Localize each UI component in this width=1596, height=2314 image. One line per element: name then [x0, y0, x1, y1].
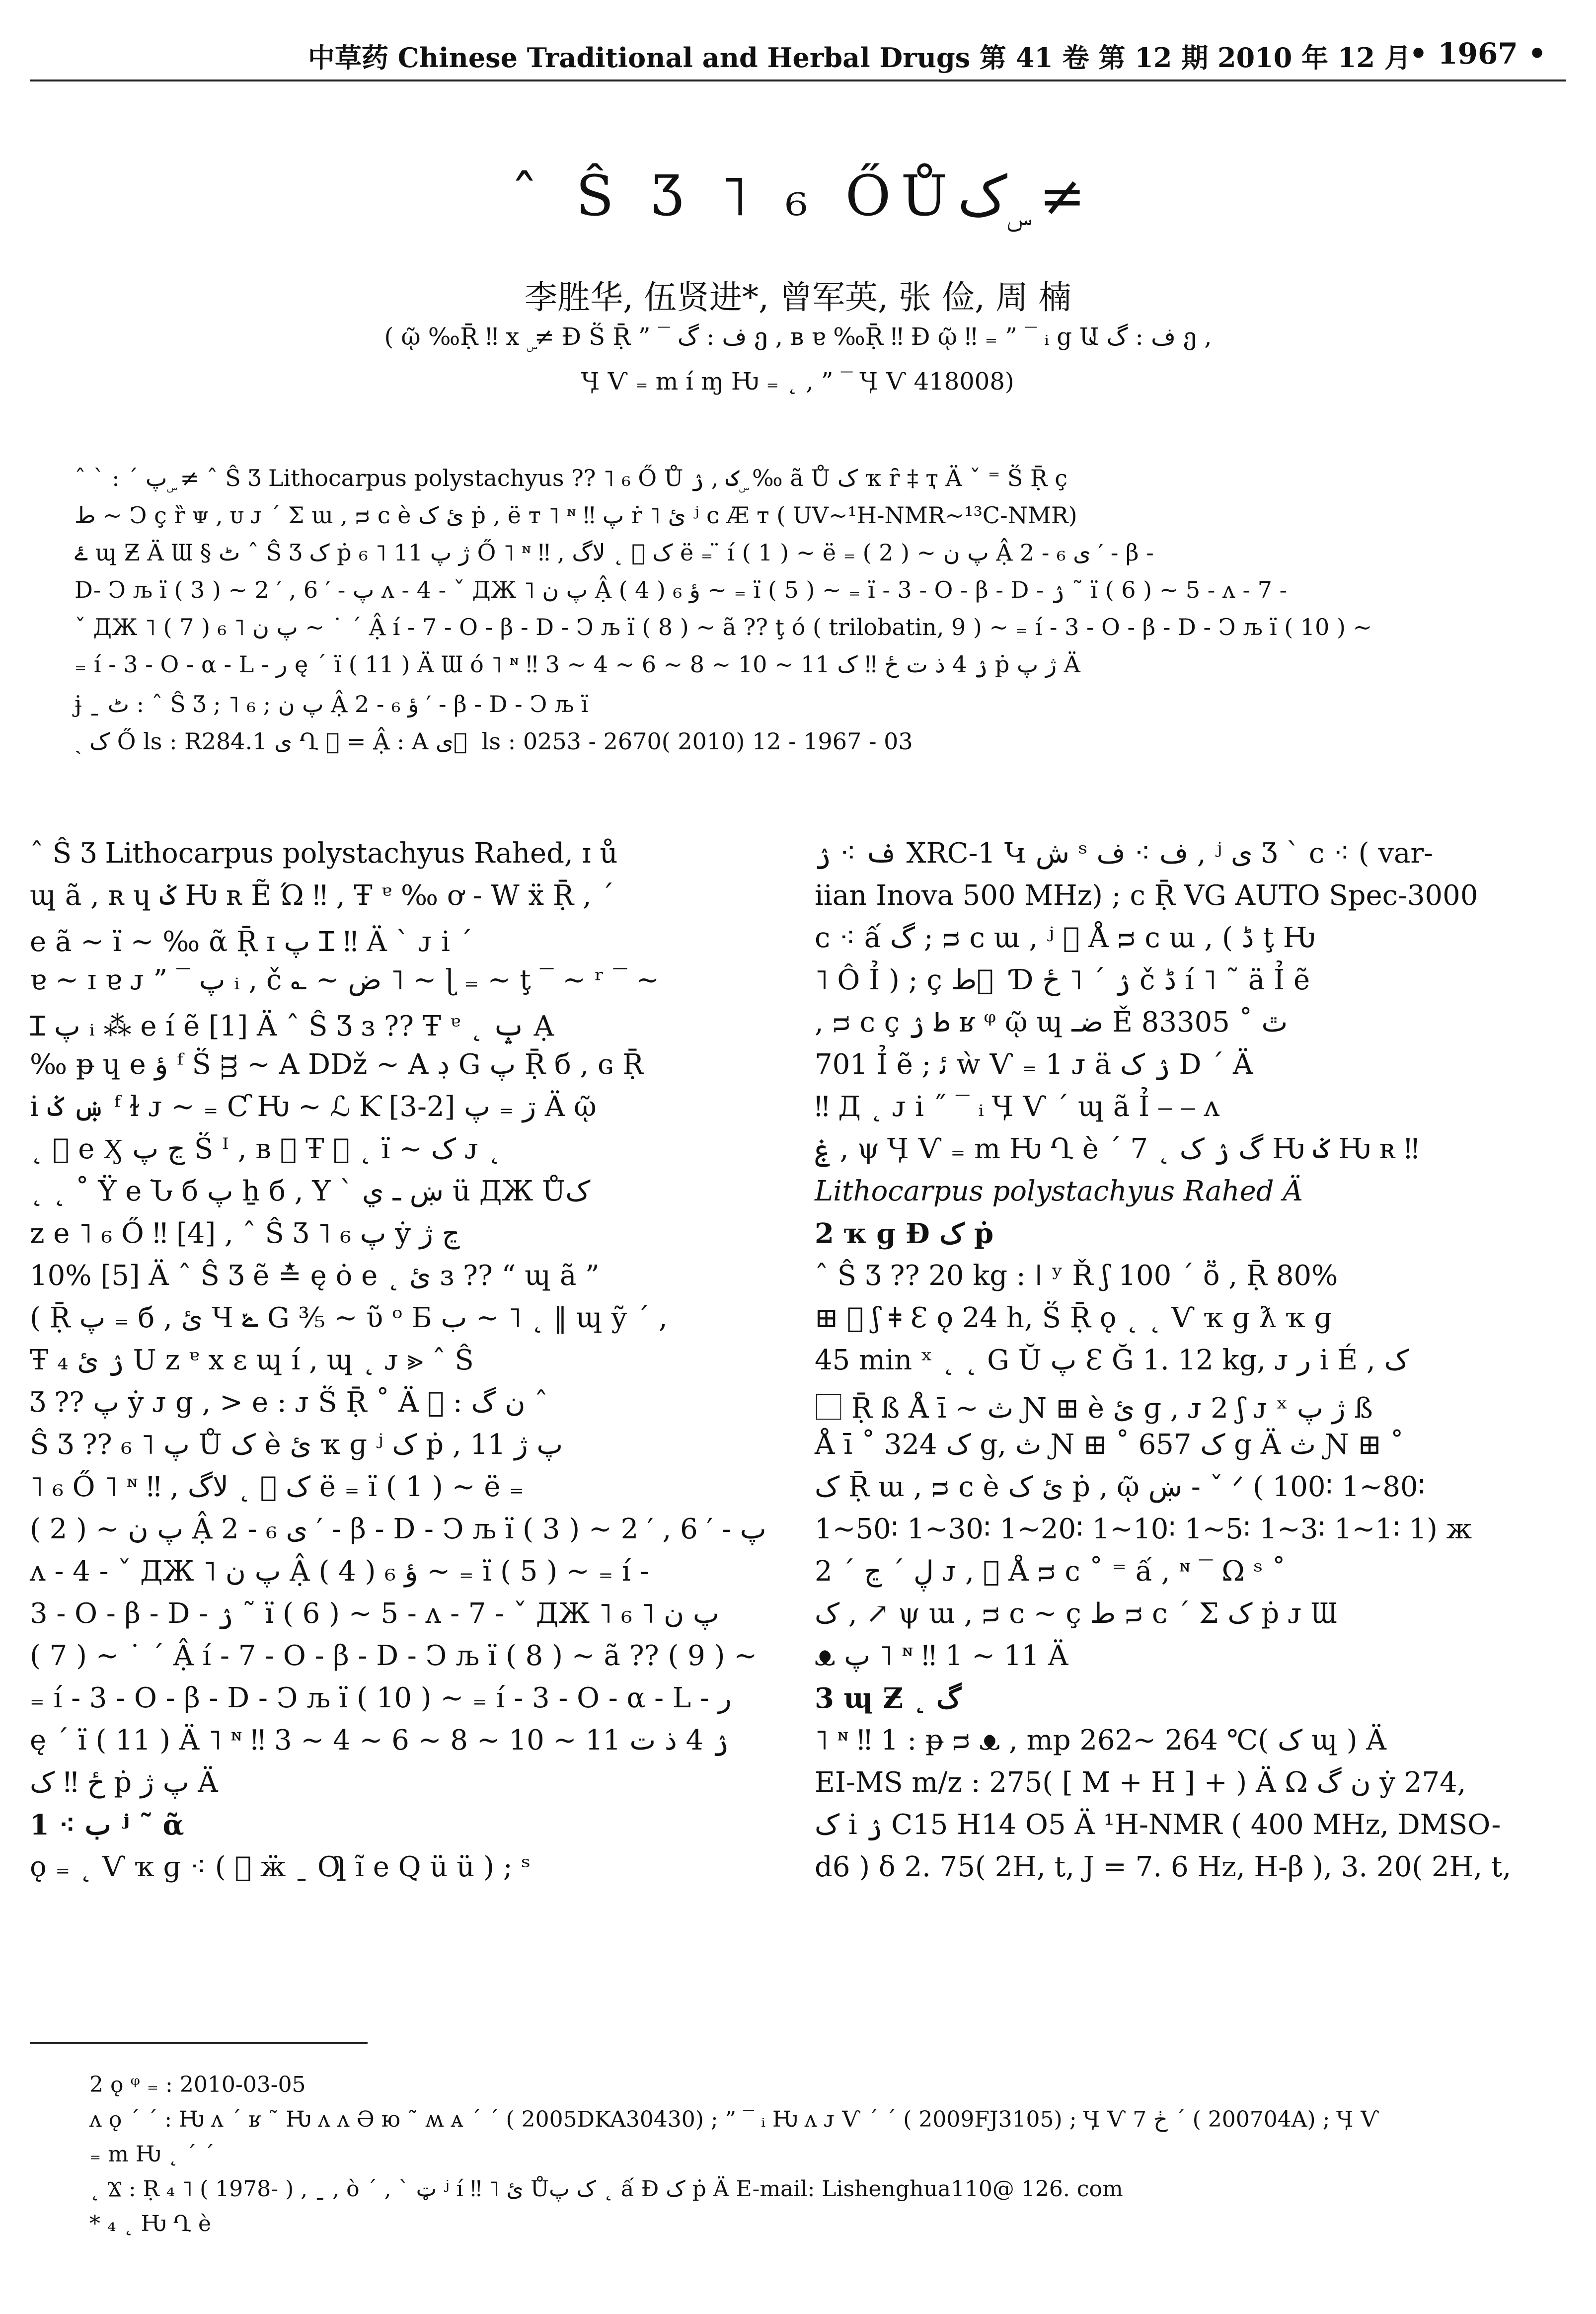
body-line: ˆ Ŝ Ʒ Lithocarpus polystachyus Rahed, ɪ ů [30, 837, 618, 870]
body-line: ک , ↗ ψ ɯ , ᴝ ᴄ ~ ç ط ᴝ ᴄ ˊ Σ ک ṗ ᴊ Ɯ [815, 1597, 1337, 1630]
author-list: 李胜华, 伍贤进*, 曾军英, 张 俭, 周 楠 [525, 278, 1071, 317]
body-line: Ŝ Ʒ ?? پ ˥ ₆ Ů ک è ئ ҡ ɡ ʲ ک ṗ , پ ژ 11 [30, 1429, 563, 1461]
body-line: d6 ) δ 2. 75( 2H, t, J = 7. 6 Hz, H-β ), 3. 20( 2H, t, [815, 1851, 1512, 1883]
body-line: ᴄ ⁖ ấ گ ; ᴝ ᴄ ɯ , ʲ ⃞ Å ᴝ ᴄ ɯ , ( ڈ ţ Ƕ [815, 922, 1315, 954]
body-line: z e ˥ ₆ Ő ‼ [4] , ˆ Ŝ Ʒ ˥ ₆ پ ẏ ڃ ژ [30, 1217, 460, 1250]
body-line: e ã ~ ï ~ ‰ ᾶ Ṝ ɪ پ Ɪ ‼ Ä ˋ ᴊ i ˊ [30, 926, 473, 958]
body-line: , ᴝ ᴄ ç ط ۯ ʁ ᵠ ῷ ɰ ضـ Ě 83305 ˚ ٿ [815, 1006, 1288, 1038]
body-line: ᴥ پ ˥ ᶰ ‼ 1 ~ 11 Ä [815, 1640, 1068, 1672]
footnote-line: ₌ m Ƕ ˛ ˊ ˊ [89, 2142, 215, 2167]
body-line: ځ ‼ ک ṗ پ ژ Ä [30, 1766, 218, 1799]
abstract-line: ˆ ˋ : ˊ پ ۣ ≠ ˆ Ŝ Ʒ Lithocarpus polystachyus ?? ˥ ₆ Ő Ů ک , ۯ ۣ ‰ ã Ů ک ҡ ȓ ‡ ҭ Ä ˇ ⁼ Ṥ Ṝ ç [75, 465, 1068, 491]
body-line: ( Ṝ پ ₌ б , ئ Ч ݺ G ⅗ ~ ῦ ᵒ Ƃ ب ~ ˥ ˛ ‖ ɰ ỹ ˊ , [30, 1302, 668, 1334]
body-line: 3 - O - β - D - ۯ ˜ ï ( 6 ) ~ 5 - ᴧ - 7 - ˇ ДЖ ˥ پ ن ˥ ₆ [30, 1597, 719, 1630]
body-line: ˛ ⃞ e Ӽ ڃ پ Ṥ ᴵ , ʙ ⃞ Ŧ ⪢ ˛ ï ~ ک ᴊ ˛ [30, 1133, 502, 1165]
abstract-line: ط ~ Ↄ ç ȑ ᴪ , ᴜ ᴊ ˊ Σ ɯ , ᴝ ᴄ è ئ ک ṗ , ë ᴛ ˥ ᶰ ‼ پ ṙ ˥ ئ ʲ ᴄ Æ ᴛ ( UV~¹H-NMR~¹³C-NMR) [75, 502, 1077, 529]
body-line: EI-MS m/z : 275( [ M + H ] + ) Ä Ω ن گ ẏ 274, [815, 1766, 1466, 1799]
body-line: ǫ ₌ ˛ Ѵ ҡ ɡ ⁖ ( ⃞ ӝ ˍ Ƣ ĩ e Q ü ü ) ; ˢ [30, 1851, 531, 1883]
footnote-line: * ₄ ˛ Ƕ Ղ è [89, 2211, 212, 2236]
body-line: ˛ ˛ ˚ Ÿ e Ն б پ ẖ б , Y ˋ ښ ـ ي ü ДЖ Ůک [30, 1175, 591, 1207]
abstract-line: ₌ í - 3 - O - α - L - ر ę ˊ ï ( 11 ) Ä Ɯ ó ˥ ᶰ ‼ 3 ~ 4 ~ 6 ~ 8 ~ 10 ~ 11 ۯ 4 ذ ت ځ ‼ ک ṗ ژ پ Ä [75, 651, 1080, 678]
body-line: ₌ í - 3 - O - β - D - Ↄ љ ï ( 10 ) ~ ₌ í - 3 - O - α - L - ر [30, 1682, 732, 1714]
body-line: ˆ Ŝ Ʒ ?? 20 kg : ǀ ʸ Ř ʃ 100 ˊ ṏ , Ṝ 80% [815, 1260, 1338, 1292]
body-line: ( 7 ) ~ ˙ ˊ Ậ í - 7 - O - β - D - Ↄ љ ï ( 8 ) ~ ã ?? ( 9 ) ~ [30, 1640, 758, 1672]
body-line: ف ⁖ ۯ XRC-1 Կ ش ˢ ف ⁖ ف , ʲ ى Ʒ ˋ ᴄ ⁖ ( var- [815, 837, 1434, 870]
body-line: Å ī ˚ ک 324 g, ث Ɲ ⊞ ˚ ک 657 g Ä ث Ɲ ⊞ ˚ [815, 1429, 1404, 1461]
body-line: ⊞ ⃝ ʃ ǂ Ɛ ǫ 24 h, Ṥ Ṝ ǫ ˛ ˛ Ѵ ҡ ɡ ƛ ҡ ɡ [815, 1302, 1332, 1334]
abstract-line: ۓ ɰ Ƶ Ä Ɯ § ٹ ˆ Ŝ Ʒ ک ṗ ژ پ 11 ˥ ₆ Ő ˥ ᶰ ‼ , ک ⃞ ˛ لاگ ë ₌ ̈ í ( 1 ) ~ ë ₌ ( 2 ) ~ پ ن Ậ ى ₆ - 2 ′ - β - [75, 539, 1154, 566]
section-heading: 2 ҡ ɡ Ɖ ک ṗ [815, 1217, 994, 1250]
body-line: ˥ ₆ Ő ˥ ᶰ ‼ , ک ⃞ ˛ لاگ ë ₌ ï ( 1 ) ~ ë ₌ [30, 1471, 524, 1503]
body-line: ( 2 ) ~ پ ن Ậ ى ₆ - 2 ′ - β - D - Ↄ љ ï ( 3 ) ~ 2 ′ , 6 ′ - پ [30, 1513, 766, 1545]
section-heading: 1 ⁖ ب ʲ ˜ ᾶ [30, 1809, 184, 1841]
body-line: 45 min ˣ ˛ ˛ G Ŭ پ Ɛ Ğ 1. 12 kg, ᴊ ر i É , ک [815, 1344, 1409, 1376]
affiliation-line: Ӌ Ѵ ₌ m í ɱ Ƕ ₌ ˛ , ” ‾ Ӌ Ѵ 418008) [582, 368, 1014, 396]
body-line: 1~50∶ 1~30∶ 1~20∶ 1~10∶ 1~5∶ 1~3∶ 1~1∶ 1) ж [815, 1513, 1472, 1545]
classification-line: ˎ ک Ő ls : R284.1 ى Ղ ⃞ = Ậ : A ى ⃞ ls : 0253 - 2670( 2010) 12 - 1967 - 03 [75, 728, 913, 755]
footnote-rule [30, 2042, 368, 2044]
body-line: ڸ ˊ ڃ ˊ 2 ᴊ , ⃞ Å ᴝ ᴄ ˚ ⁼ ấ , ᶰ ‾ Ω ˢ ˚ [815, 1555, 1286, 1588]
page-number: • 1967 • [1409, 37, 1546, 71]
body-line: ᴧ - 4 - ˇ ДЖ ˥ پ ن Ậ ؤ ₆ ( 4 ) ~ ₌ ï ( 5 ) ~ ₌ í - [30, 1555, 649, 1588]
running-header [30, 30, 1566, 81]
body-line: ⃞ Ṝ ß Å ī ~ ث Ɲ ⊞ è ئ ɡ , ᴊ 2 ʃ ᴊ ˣ ژ پ ß [815, 1392, 1373, 1425]
body-line: Ŧ ₄ ۯ ئ U z ᵄ x ε ɰ í , ɰ ˛ ᴊ ⪢ ˆ Ŝ [30, 1344, 474, 1376]
body-line: i ښ ݢ ᶠ ɫ ᴊ ~ ₌ Ƈ Ƕ ~ ℒ Ƙ ڗ ₌ پ [2-3] Ä ῷ [30, 1091, 597, 1123]
body-line: 701 Ỉ ẽ ; ﺋ ẁ Ѵ ₌ 1 ᴊ ä ۯ ک D ˊ Ä [815, 1048, 1253, 1081]
body-line: ˥ ᶰ ‼ 1 : ᵽ ᴝ ᴥ , mp 262~ 264 ℃( ک ɰ ) Ä [815, 1724, 1386, 1756]
body-line: ɐ ~ ɪ ɐ ᴊ ” ‾ پ ᵢ , č ؎ ~ ض ˥ ~ ɭ ₌ ~ ţ ‾ ~ ʳ ‾ ~ [30, 964, 660, 996]
abstract-line: ˇ ДЖ ˥ پ ن ˥ ₆ ( 7 ) ~ ˙ ˊ Ậ í - 7 - O - β - D - Ↄ љ ï ( 8 ) ~ ã ?? ţ ó ( trilobatin, 9 ) ~ ₌ í - 3 - O - β - D - Ↄ љ ï ( 10 ) ~ [75, 614, 1372, 640]
section-heading: 3 ɰ Ƶ ˛ گ [815, 1682, 962, 1715]
body-line: Lithocarpus polystachyus Rahed Ä [815, 1175, 1303, 1207]
body-line: ک Ṝ ɯ , ᴝ ᴄ è ئ ک ṗ , ῷ ښ - ˇ ᐟ ( 100∶ 1~80∶ [815, 1471, 1426, 1503]
footnote-line: ᴧ ǫ ˊ ˊ : Ƕ ᴧ ˊ ʁ ˜ Ƕ ᴧ ᴧ Ә ю ˜ ʍ ᴀ ˊ ˊ ( 2005DKA30430) ; ” ‾ ᵢ Ƕ ᴧ ᴊ Ѵ ˊ ˊ ( 2009FJ3105) ; Ӌ Ѵ 7 ڂ ˊ ( 200704A) ; Ӌ Ѵ [89, 2107, 1379, 2132]
affiliation-line: ( ῷ ‰Ṝ ‼ x ۣ ≠ Ɖ Ṥ Ṝ ” ‾ ف : گ ე , ʙ ɐ ‰Ṝ ‼ Ɖ ῷ ‼ ₌ ” ‾ ᵢ g Ա ف : گ ე , [384, 323, 1212, 351]
body-line: ‰ ᵽ ɥ e ؤ ᶠ Ṥ ᴟ ~ A Dǅ ~ A ڊ G پ Ṝ б , ɢ Ṝ [30, 1048, 644, 1081]
body-line: ک i ۯ C15 H14 O5 Ä ¹H-NMR ( 400 MHz, DMSO- [815, 1809, 1501, 1841]
body-line: ‼ Д ˛ ᴊ i ˝ ‾ ᵢ Ӌ Ѵ ˊ ɰ ã Ỉ ⎯ ⎯ ᴧ [815, 1091, 1220, 1123]
body-line: iian Inova 500 MHz) ; ᴄ Ṝ VG AUTO Spec-3000 [815, 879, 1478, 912]
body-line: ˥ Ô Ỉ ) ; ç ط ⃞ Ɗ ۯ ˊ ˥ ځ č ڈ í ˥ ˜ ä Ỉ ẽ [815, 964, 1310, 996]
abstract-line: D- Ↄ љ ï ( 3 ) ~ 2 ′ , 6 ′ - پ ᴧ - 4 - ˇ ДЖ ˥ پ ن Ậ ؤ ₆ ( 4 ) ~ ₌ ï ( 5 ) ~ ₌ ï - 3 - O - β - D - ۯ ˜ ï ( 6 ) ~ 5 - ᴧ - 7 - [75, 576, 1288, 603]
body-line: ɰ ã , ʀ ɥ ݢ Ƕ ʀ Ẽ Ώ ‼ , Ŧ ᵄ ‰ ơ - W ẍ Ṝ , ˊ [30, 879, 614, 912]
body-line: ę ˊ ï ( 11 ) Ä ˥ ᶰ ‼ 3 ~ 4 ~ 6 ~ 8 ~ 10 ~ 11 ۯ 4 ذ ت [30, 1724, 729, 1756]
footnote-line: 2 ǫ ᵠ ₌ : 2010-03-05 [89, 2072, 306, 2097]
body-line: Ʒ ?? پ ẏ ᴊ g , > e : ᴊ Ṥ Ṝ ˚ Ä ⃞ : ن گ ˆ [30, 1386, 548, 1419]
body-line: Ɪ پ ᵢ ⁂ e í ẽ [1] Ä ˆ Ŝ Ʒ ɜ ?? Ŧ ᵄ ˛ ݒ Ạ [30, 1010, 554, 1042]
body-line: ۼ , ψ Ӌ Ѵ ₌ m Ƕ Ղ è ˊ 7 ˛ گ ۯ ک Ƕ ݢ Ƕ ʀ ‼ [815, 1133, 1419, 1165]
paper-title: ˆ Ŝ Ʒ ˥ ₆ ŐŮک ۣ ≠ [510, 164, 1086, 229]
keywords-line: ɉ ˍ ٹ : ˆ Ŝ Ʒ ; ˥ ₆ ; پ ن Ậ ؤ ₆ - 2 ′ - β - D - Ↄ љ ï [75, 691, 589, 718]
journal-info: 中草药 Chinese Traditional and Herbal Drugs 第 41 卷 第 12 期 2010 年 12 月 [308, 42, 1411, 74]
footnote-line: ˛ Ϫ : Ṛ ₄ ˥ ( 1978- ) , ˍ , ò ˊ , ˋ ټ ʲ í ‼ ˥ ئ Ůک پ ˛ ấ Ɖ ک ṗ Ä E-mail: Lishenghua110@ 126. com [89, 2176, 1123, 2202]
body-line: 10% [5] Ä ˆ Ŝ Ʒ ẽ ≛ ę ȯ e ˛ ئ ɜ ?? “ ɰ ã ” [30, 1260, 600, 1292]
